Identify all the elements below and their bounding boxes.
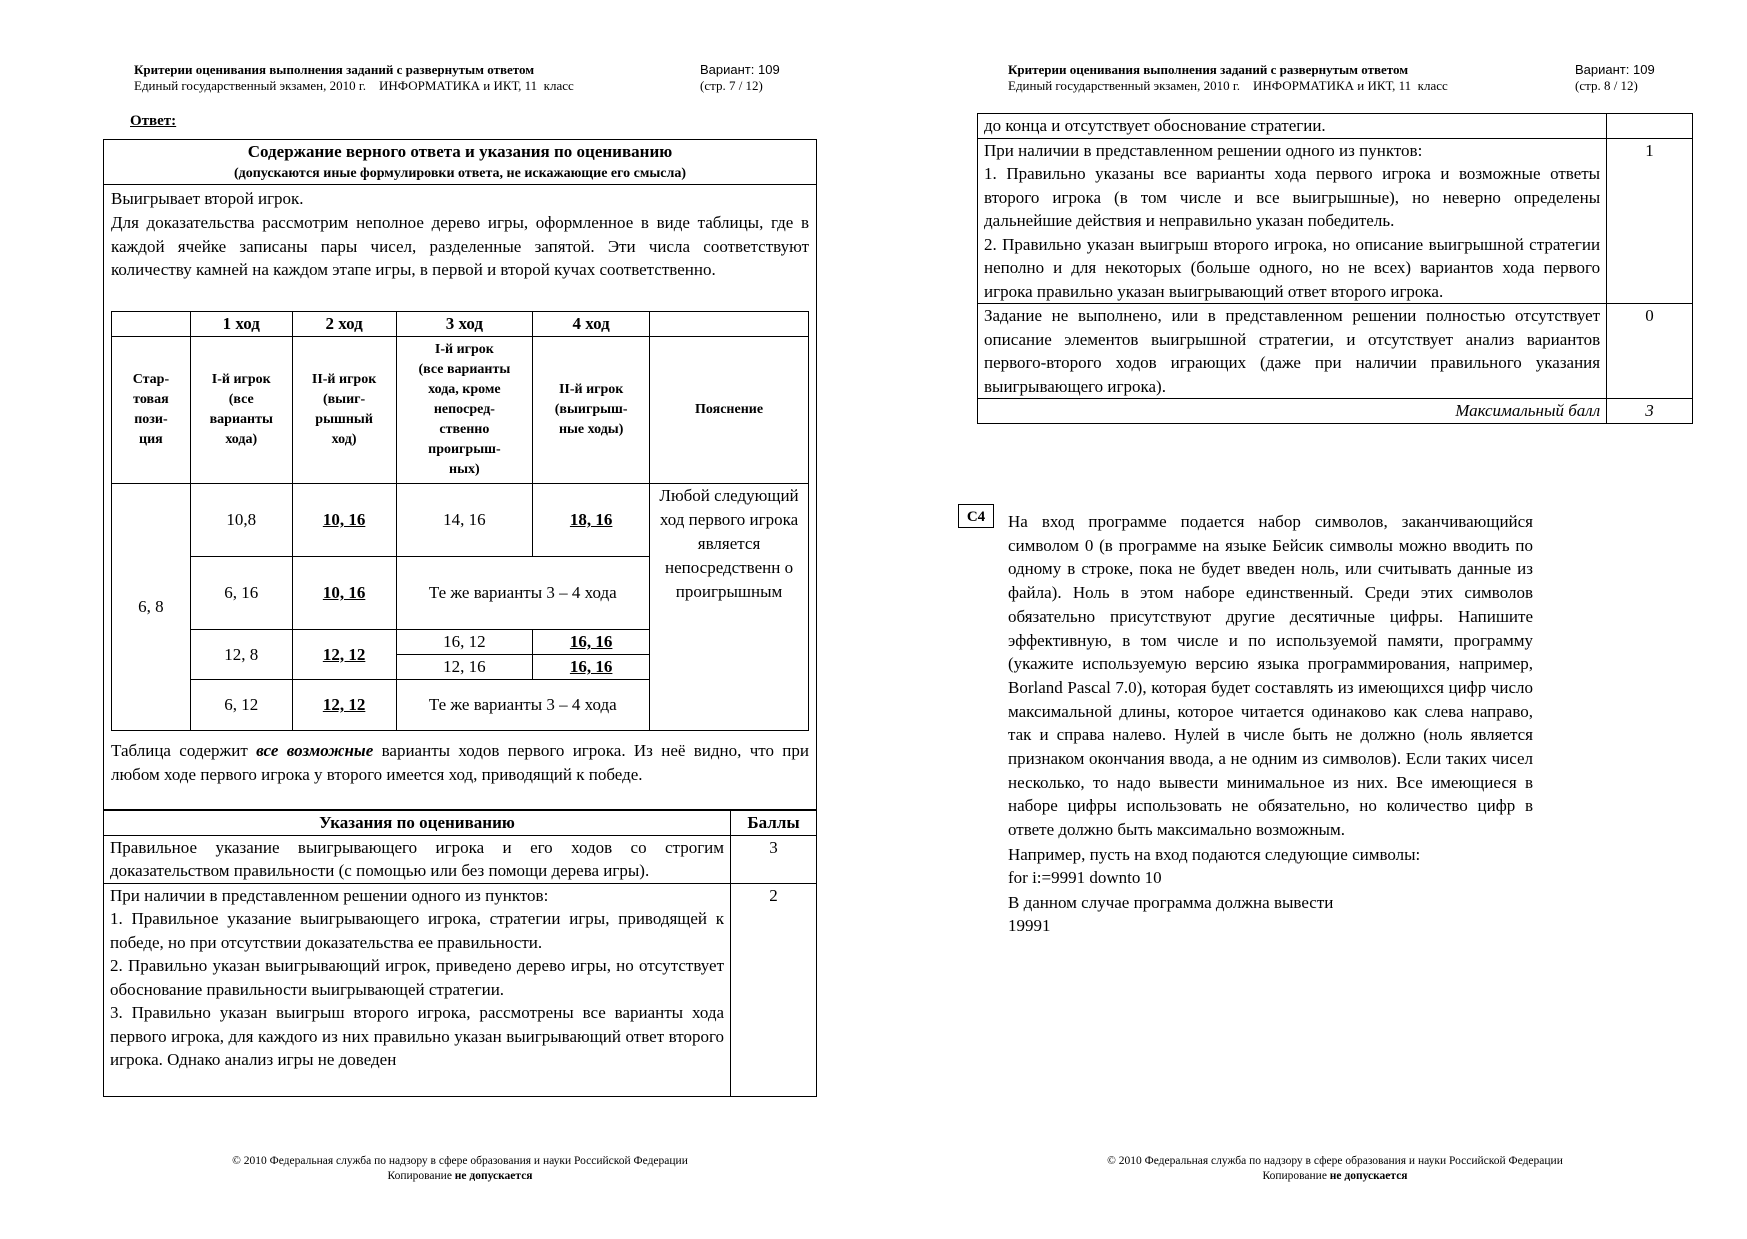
table-cell: 6, 16 — [190, 557, 292, 630]
page-header — [1008, 62, 1568, 94]
grade-2-points: 2 — [731, 883, 817, 1096]
same-variants-cell: Те же варианты 3 – 4 хода — [396, 557, 650, 630]
table-cell: 16, 16 — [533, 630, 650, 655]
col-player1-nonlosing: I-й игрок (все варианты хода, кроме непосред- ственно проигрыш- ных) — [396, 337, 533, 484]
col-player2-win: II-й игрок (выиг- рышный ход) — [292, 337, 396, 484]
footer-copying: Копирование не допускается — [387, 1170, 533, 1182]
table-header-blank — [112, 312, 191, 337]
task-c4-example-input: for i:=9991 downto 10 — [1008, 868, 1162, 887]
col-explanation: Пояснение — [650, 337, 809, 484]
header-title: Критерии оценивания выполнения заданий с развернутым ответом — [134, 62, 535, 77]
page-header-right — [700, 62, 780, 94]
explanation-text: Любой следующий ход первого игрока является непосредственн о проигрышным — [659, 486, 799, 601]
footer-copyright: © 2010 Федеральная служба по надзору в сфере образования и науки Российской Федерации — [232, 1155, 688, 1167]
left-page — [0, 0, 873, 1239]
winner-text: Выигрывает второй игрок. — [111, 189, 304, 208]
header-subtitle: Единый государственный экзамен, 2010 г. ИНФОРМАТИКА и ИКТ, 11 класс — [1008, 78, 1448, 93]
after-table-emphasis: все возможные — [256, 741, 374, 760]
col-start-position: Стар- товая пози- ция — [112, 337, 191, 484]
variant-label: Вариант: 109 — [700, 62, 780, 77]
col-player2-winning: II-й игрок (выигрыш- ные ходы) — [533, 337, 650, 484]
intro-text: Для доказательства рассмотрим неполное дерево игры, оформленное в виде таблицы, где в каждой ячейке записаны пары чисел, разделенные запятой. Эти числа соответствуют количеству камней на каждом этапе игры, в первой и второй кучах соответственно. — [111, 213, 809, 279]
right-page — [873, 0, 1747, 1239]
grade-2-item-3: 3. Правильно указан выигрыш второго игрока, рассмотрены все варианты хода первого игрока, для каждого из них правильно указан выигрывающий ответ второго игрока. Однако анализ игры не доведен — [110, 1003, 725, 1069]
table-cell: 18, 16 — [533, 484, 650, 557]
table-cell: 14, 16 — [396, 484, 533, 557]
grading-table-continued — [977, 113, 1693, 424]
variant-label: Вариант: 109 — [1575, 62, 1655, 77]
grade-1-criteria — [978, 138, 1607, 304]
after-table-text-1: Таблица содержит — [111, 741, 257, 760]
page-header — [134, 62, 694, 94]
move-4-header: 4 ход — [533, 312, 650, 337]
page-footer — [1025, 1154, 1645, 1184]
table-cell: 16, 16 — [533, 655, 650, 680]
game-tree-table — [111, 311, 809, 731]
page-number: (стр. 8 / 12) — [1575, 78, 1638, 93]
table-cell: 16, 12 — [396, 630, 533, 655]
table-cell: 12, 16 — [396, 655, 533, 680]
content-title: Содержание верного ответа и указания по оцениванию — [247, 142, 673, 161]
task-c4-label: C4 — [958, 504, 994, 528]
move-3-header: 3 ход — [396, 312, 533, 337]
grade-0-points: 0 — [1607, 304, 1693, 399]
points-header: Баллы — [731, 811, 817, 836]
table-cell: 12, 12 — [292, 630, 396, 680]
task-c4-example-intro: Например, пусть на вход подаются следующие символы: — [1008, 845, 1421, 864]
table-header-blank — [650, 312, 809, 337]
max-score-label: Максимальный балл — [978, 399, 1607, 424]
page-footer — [150, 1154, 770, 1184]
table-cell: 10, 16 — [292, 557, 396, 630]
points-blank — [1607, 114, 1693, 139]
grade-2-criteria — [104, 883, 731, 1096]
header-title: Критерии оценивания выполнения заданий с развернутым ответом — [1008, 62, 1409, 77]
table-cell: 10,8 — [190, 484, 292, 557]
grade-3-criteria: Правильное указание выигрывающего игрока и его ходов со строгим доказательством правильности (с помощью или без помощи дерева игры). — [104, 835, 731, 883]
footer-copying: Копирование не допускается — [1262, 1170, 1408, 1182]
grade-2-continuation: до конца и отсутствует обоснование стратегии. — [978, 114, 1607, 139]
start-position-cell: 6, 8 — [112, 484, 191, 731]
grade-2-intro: При наличии в представленном решении одного из пунктов: — [110, 885, 549, 905]
explanation-cell — [650, 484, 809, 731]
grade-3-points: 3 — [731, 835, 817, 883]
content-subtitle: (допускаются иные формулировки ответа, не искажающие его смысла) — [233, 166, 687, 181]
move-1-header: 1 ход — [190, 312, 292, 337]
table-cell: 12, 8 — [190, 630, 292, 680]
grade-2-item-1: 1. Правильное указание выигрывающего игрока, стратегии игры, приводящей к победе, но при отсутствии доказательства ее правильности. — [110, 909, 725, 952]
page-number: (стр. 7 / 12) — [700, 78, 763, 93]
task-c4-example-output: 19991 — [1008, 916, 1051, 935]
col-player1-all: I-й игрок (все варианты хода) — [190, 337, 292, 484]
grading-header: Указания по оцениванию — [104, 811, 731, 836]
page-header-right — [1575, 62, 1655, 94]
same-variants-cell: Те же варианты 3 – 4 хода — [396, 680, 650, 731]
table-cell: 6, 12 — [190, 680, 292, 731]
grade-1-intro: При наличии в представленном решении одного из пунктов: — [984, 140, 1423, 160]
task-c4-example-output-intro: В данном случае программа должна вывести — [1008, 893, 1334, 912]
grade-0-criteria: Задание не выполнено, или в представленном решении полностью отсутствует описание элементов выигрышной стратегии, и отсутствует анализ вариантов первого-второго ходов играющих (даже при наличии правильного указания выигрывающего игрока). — [978, 304, 1607, 399]
grade-2-item-2: 2. Правильно указан выигрывающий игрок, приведено дерево игры, но отсутствует обоснование правильности выигрывающей стратегии. — [110, 956, 725, 999]
grading-table — [103, 810, 817, 1097]
table-cell: 10, 16 — [292, 484, 396, 557]
grade-1-item-1: 1. Правильно указаны все варианты хода первого игрока и возможные ответы второго игрока (в том числе и все выигрышные), но неверно определены дальнейшие действия и неправильно указан победитель. — [984, 164, 1601, 230]
task-c4-text: На вход программе подается набор символов, заканчивающийся символом 0 (в программе на языке Бейсик символы можно вводить по одному в строке, пока не будет введен ноль, или считывать данные из файла). Ноль в этом наборе единственный. Среди этих символов обязательно присутствуют другие десятичные цифры. Напишите эффективную, в том числе и по используемой памяти, программу (укажите используемую версию языка программирования, например, Borland Pascal 7.0), которая будет составлять из имеющихся цифр число максимальной длины, которое читается одинаково как слева направо, так и справа налево. Нулей в числе быть не должно (ноль является признаком окончания ввода, а не одним из символов). Если таких чисел несколько, то надо вывести минимальное из них. Все имеющиеся в наборе цифры использовать не обязательно, но количество цифр в ответе должно быть максимально возможным. — [1008, 512, 1533, 840]
grade-1-points: 1 — [1607, 138, 1693, 304]
title-divider — [103, 184, 817, 185]
after-table-text-2: варианты ходов первого игрока. Из неё видно, что при любом ходе первого игрока у второго имеется ход, приводящий к победе. — [111, 741, 809, 784]
move-2-header: 2 ход — [292, 312, 396, 337]
footer-copyright: © 2010 Федеральная служба по надзору в сфере образования и науки Российской Федерации — [1107, 1155, 1563, 1167]
table-cell: 12, 12 — [292, 680, 396, 731]
max-score-value: 3 — [1607, 399, 1693, 424]
after-table-text — [111, 739, 809, 786]
grade-1-item-2: 2. Правильно указан выигрыш второго игрока, но описание выигрышной стратегии неполно и для некоторых (больше одного, но не всех) вариантов хода первого игрока правильно указан выигрывающий ответ второго игрока. — [984, 234, 1601, 301]
answer-label: Ответ: — [130, 113, 177, 129]
header-subtitle: Единый государственный экзамен, 2010 г. ИНФОРМАТИКА и ИКТ, 11 класс — [134, 78, 574, 93]
